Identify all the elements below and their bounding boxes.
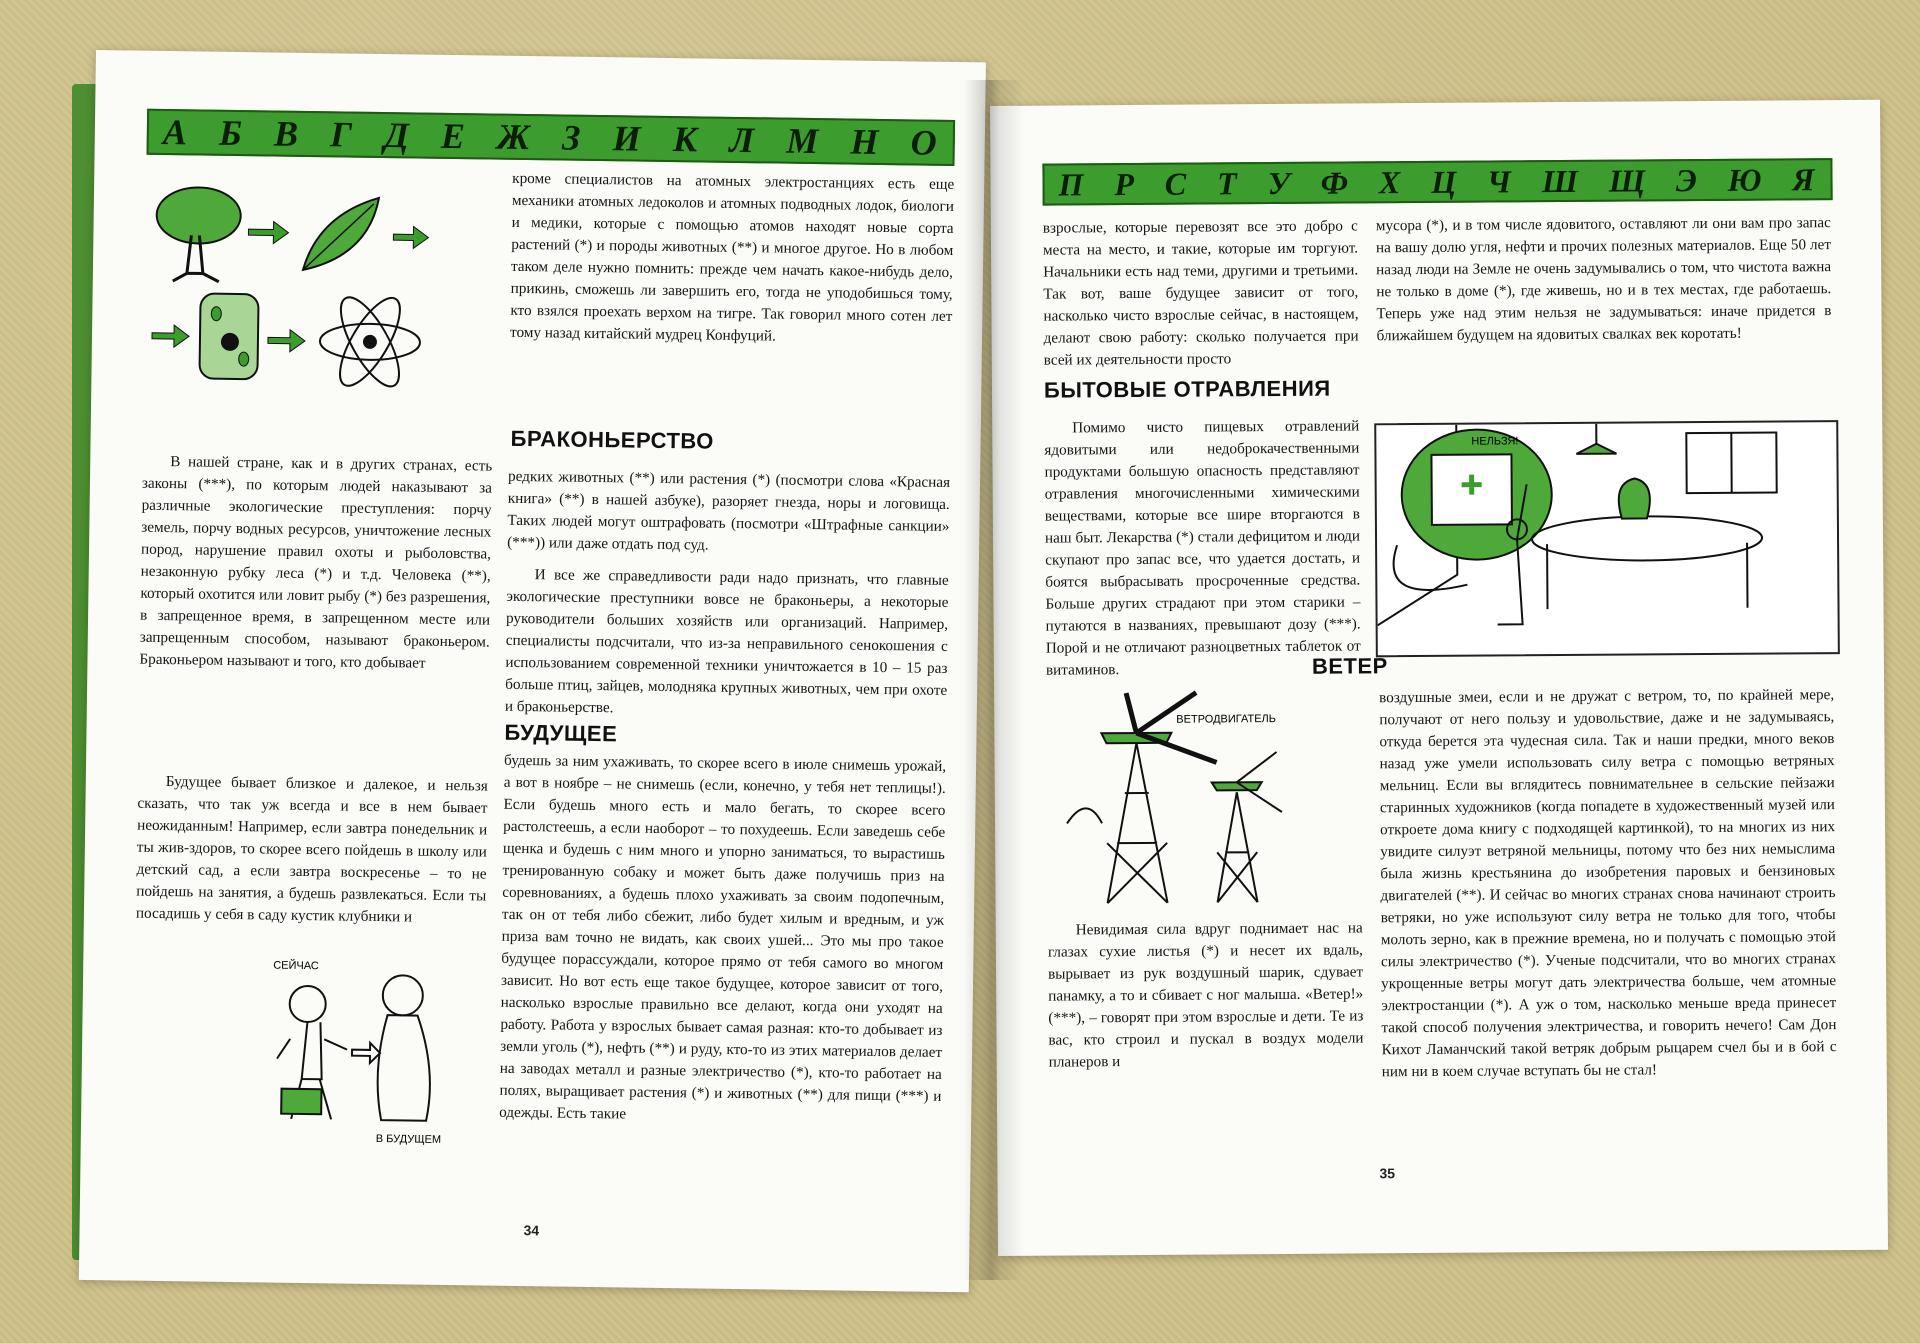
cartoon-label-forbidden: НЕЛЬЗЯ!: [1471, 435, 1519, 448]
wind-turbine-illustration: [1046, 682, 1338, 914]
letter: Г: [329, 114, 355, 155]
leaf-icon: [303, 197, 379, 271]
cartoon-label-now: СЕЙЧАС: [273, 959, 319, 973]
page-number-right: 35: [1379, 1165, 1396, 1182]
poaching-col2: редких животных (**) или растения (*) (посмотри слова «Красная книга» (**) в нашей азбуке), разоряет гнезда, норы и логовища. Таких людей могут оштрафовать (посмотри «Штрафные санкции» (***)) или даже отдать под суд. И все же справедливости ради надо признать, что главные экологические преступники вовсе не браконьеры, а некоторые руководители больших хозяйств или организаций. Например, специалисты подсчитали, что из-за неправильного сенокошения с использованием современной техники уничтожается в 10 – 15 раз больше птиц, зайцев, молодняка крупных животных, чем при охоте и браконьерстве.: [504, 467, 951, 717]
intro-continuation-text: кроме специалистов на атомных электростанциях есть еще механики атомных ледоколов и атомных подводных лодок, биологи и медики, которые с помощью атомов находят новые сорта растений (*) и породы животных (**) и многое другое. Но в любом таком деле нужно помнить: прежде чем начать какое-нибудь дело, прикинь, сможешь ли завершить его, тогда не уподобишься тому, кто взялся проехать верхом на тигре. Так говорил много сотен лет тому назад китайский мудрец Конфуций.: [509, 169, 955, 345]
letter: О: [910, 122, 939, 163]
letter: Я: [1792, 160, 1817, 197]
page-number-left: 34: [523, 1222, 540, 1239]
future-col1: Будущее бывает близкое и далекое, и нельзя сказать, что так уж всегда и все в нем бывает неожиданным! Например, если завтра понедельник и ты жив-здоров, то скорее всего пойдешь в школу или детский сад, а если завтра воскресенье – то не пойдешь на занятия, а будешь развлекаться. Если ты посадишь у себя в саду кустик клубники и: [135, 773, 488, 926]
letter: Д: [383, 115, 411, 156]
letter: К: [672, 119, 700, 160]
arrow-icon: [268, 329, 305, 352]
wind-turbine-label: ВЕТРОДВИГАТЕЛЬ: [1176, 713, 1277, 726]
letter: В: [273, 113, 301, 154]
letter: С: [1164, 165, 1189, 202]
medicine-cabinet-cartoon: [1374, 420, 1840, 657]
left-page: [79, 50, 986, 1292]
letter: И: [612, 118, 644, 159]
arrow-icon: [393, 226, 428, 248]
letter: Ц: [1431, 163, 1459, 200]
right-page: [990, 100, 1888, 1256]
heading-future: БУДУЩЕЕ: [504, 719, 618, 747]
cell-icon: [199, 293, 258, 379]
letter: Ч: [1486, 162, 1514, 200]
atom-icon: [319, 289, 420, 395]
book-gutter-shadow: [964, 80, 1024, 1280]
top-col2: мусора (*), и в том числе ядовитого, оставляют ли они вам про запас на вашу долю угля, нефти и прочих полезных материалов. Еще 50 лет назад люди на Земле не очень задумывались о том, что чистота важна не только в доме (*), где живешь, но и в тех местах, где работаешь. Теперь уже над этим нельзя не задумываться: иначе придется в ближайшем будущем на ядовитых свалках век коротать!: [1375, 214, 1832, 345]
atom-illustration: [141, 173, 444, 397]
now-future-cartoon: [251, 948, 474, 1151]
letter: Ю: [1727, 161, 1764, 198]
letter: З: [561, 117, 583, 158]
letter: Щ: [1608, 161, 1648, 199]
letter: Ж: [496, 116, 533, 158]
alphabet-bar-left: [147, 109, 956, 166]
wind-col1: Невидимая сила вдруг поднимает нас на глазах сухие листья (*) и несет их вдаль, вырывает из рук воздушный шарик, сдувает панамку, а то и сбивает с ног малыша. «Ветер!» (***), – говорят при этом взрослые и дети. Те из вас, кто строил и пускал в воздух модели планеров и: [1047, 919, 1364, 1071]
letter: Н: [850, 121, 881, 162]
letter: Л: [729, 119, 757, 161]
heading-wind: ВЕТЕР: [1311, 653, 1388, 679]
arrow-icon: [152, 325, 189, 348]
arrow-icon: [248, 221, 288, 244]
top-col1: взрослые, которые перевозят все это добро с места на место, и такие, которые им торгуют. Начальники есть над теми, другими и третьими. Так вот, ваше будущее зависит от того, насколько чисто взрослые сейчас, в настоящем, делают свою работу: сколько получается при всей их деятельности просто: [1042, 217, 1359, 369]
heading-poaching: БРАКОНЬЕРСТВО: [510, 425, 714, 454]
alphabet-bar-right: [1042, 158, 1832, 206]
wind-col2: воздушные змеи, если и не дружат с ветром, то, по крайней мере, получают от него пользу и удовольствие, даже и не задумываясь, откуда берется эта чудесная сила. Так и наши предки, много веков назад уже умели использовать силу ветра с помощью ветряных мельниц. Если вы вглядитесь повнимательнее в сельские пейзажи старинных художников (когда попадете в художественный музей или откроете дома книгу с подходящей картинкой), то на многих из них увидите силуэт ветряной мельницы, потому что без них немыслима была жизнь крестьянина до изобретения паровых и бензиновых двигателей (**). И сейчас во многих странах снова начинают строить ветряки, но уже используют силу ветра не только для того, чтобы молоть зерно, как в прежние времена, но и получать с помощью этой силы электричество (*). Ученые подсчитали, что во многих странах укрощенные ветры могут дать электричества больше, чем атомные электростанции (*). А уж о том, насколько меньше вреда принесет такой способ получения электричества, и говорить нечего! Сам Дон Кихот Ламанчский такой ветряк добрым рыцарем счел бы и в бой с ним ни в коем случае вступать бы не стал!: [1379, 686, 1837, 1081]
poisoning-text: Помимо чисто пищевых отравлений ядовитыми или недоброкачественными продуктами большую опасность представляют отравления многочисленными химическими веществами, которые все шире вторгаются в наш быт. Лекарства (*) стали дефицитом и люди скупают про запас все, что удается достать, и боятся выбрасывать просроченные средства. Больше других страдают при этом старики – путаются в названиях, превышают дозу (***). Порой и не отличают разноцветных таблеток от витаминов.: [1044, 417, 1361, 679]
letter: Т: [1217, 164, 1239, 201]
letter: Х: [1378, 163, 1403, 200]
tree-icon: [156, 187, 241, 282]
letter: П: [1058, 165, 1086, 203]
letter: Е: [440, 115, 468, 157]
letter: А: [162, 111, 190, 153]
cartoon-label-future: В БУДУЩЕМ: [375, 1133, 442, 1146]
heading-household-poisoning: БЫТОВЫЕ ОТРАВЛЕНИЯ: [1043, 375, 1331, 403]
poaching-col1: В нашей стране, как и в других странах, есть законы (***), по которым людей наказывают за различные экологические преступления: порчу земель, порчу водных ресурсов, уничтожение лесных пород, нарушение правил охоты и рыболовства, незаконную рубку леса (*) и т.д. Человека (**), который охотится или ловит рыбу (*) без разрешения, в запрещенное время, в запрещенном месте или запрещенным способом, называют браконьером. Браконьером называют и того, кто добывает: [139, 453, 493, 672]
letter: Ф: [1320, 163, 1351, 201]
letter: М: [786, 120, 821, 162]
letter: У: [1267, 164, 1293, 201]
letter: Р: [1114, 165, 1137, 202]
future-col2: будешь за ним ухаживать, то скорее всего в июле снимешь урожай, а вот в ноябре – не снимешь (если, конечно, у тебя нет теплицы!). Если будешь много есть и мало бегать, то скорее всего растолстеешь, а если наоборот – то похудеешь. Если заведешь себе щенка и будешь с ним много и упорно заниматься, то вырастишь тренированную собаку и может быть даже получишь приз на соревнованиях, а будешь плохо ухаживать за своим подопечным, так он от тебя либо сбежит, либо будет хилым и вредным, и уж приза вам точно не видать, как своих ушей... Это мы про такое будущее порассуждали, которое прямо от тебя самого во многом зависит. Но вот есть еще такое будущее, которое зависит от того, насколько взрослые правильно все делают, когда они уходят на работу. Работа у взрослых бывает самая разная: кто-то добывает из земли уголь (*), нефть (**) и руду, кто-то из этих материалов делает на заводах металл и разные электричество (*), кто-то работает на полях, выращивает растения (*) и животных (**) для пищи (***) и одежды. Есть такие: [499, 751, 947, 1123]
letter: Ш: [1541, 162, 1581, 199]
letter: Б: [218, 112, 245, 154]
letter: Э: [1675, 161, 1699, 198]
